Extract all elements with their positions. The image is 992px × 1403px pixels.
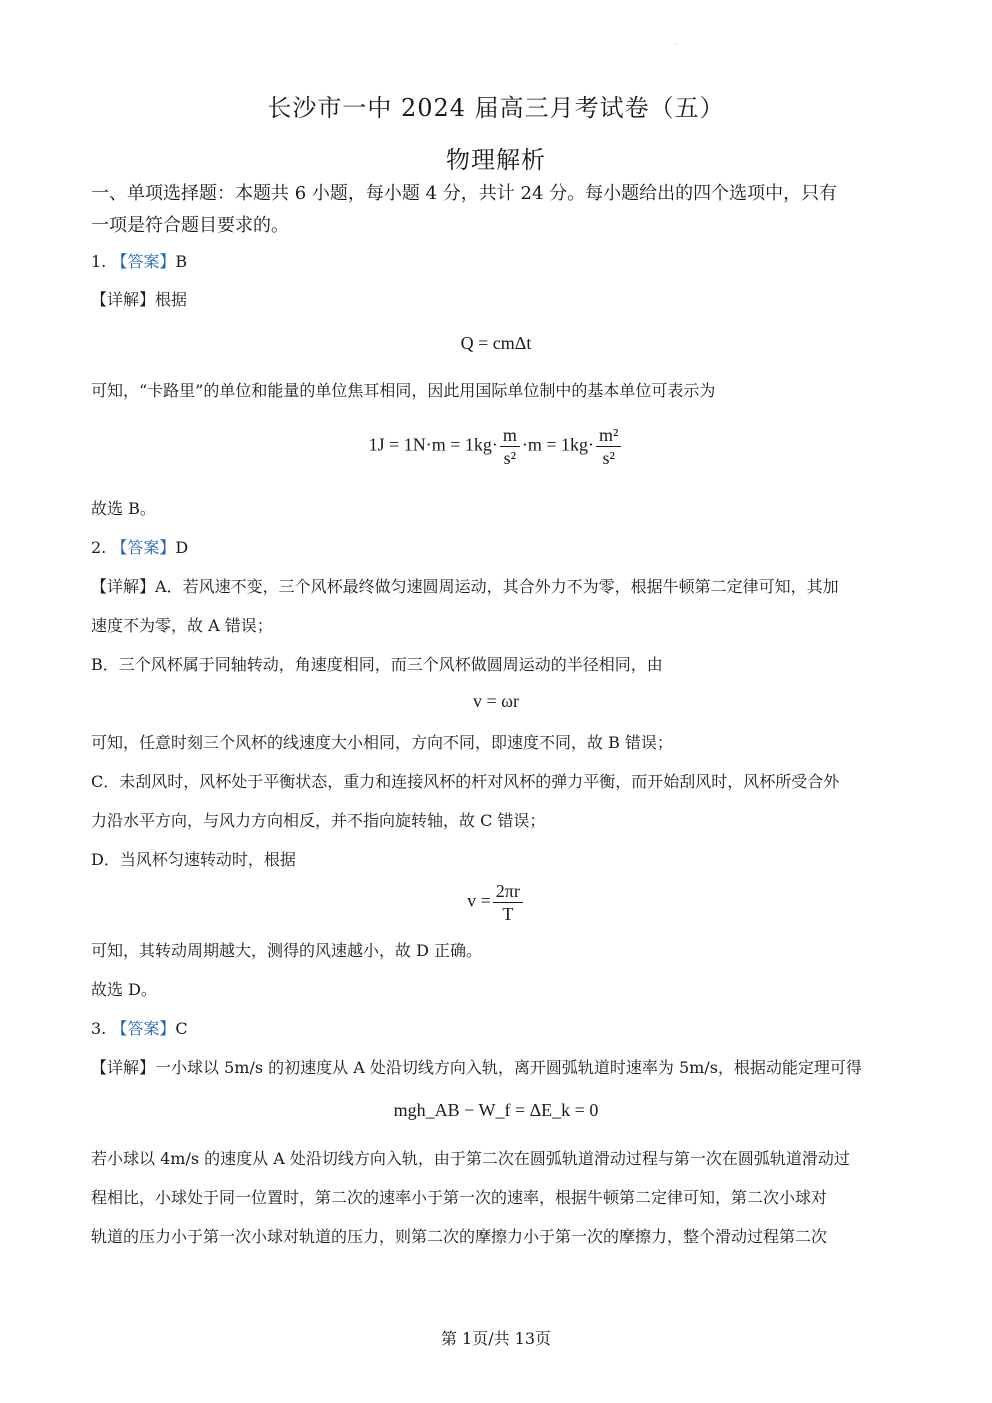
q1-eq2-f2-denominator: s² xyxy=(602,448,615,468)
q1-conclusion: 故选 B。 xyxy=(91,499,156,518)
q2-eq2-denominator: T xyxy=(502,904,514,924)
q2-option-b-line1: B．三个风杯属于同轴转动，角速度相同，而三个风杯做圆周运动的半径相同，由 xyxy=(91,655,663,674)
q1-equation-heat: Q = cmΔt xyxy=(460,333,532,353)
q2-option-a-line2: 速度不为零，故 A 错误； xyxy=(91,616,273,635)
q1-eq2-fraction-2 xyxy=(596,424,621,469)
q3-detail-tag: 【详解】 xyxy=(91,1058,156,1077)
q2-equation-period xyxy=(0,880,992,925)
q2-answer-line xyxy=(91,538,903,558)
q2-number: 2. xyxy=(91,538,107,557)
q3-answer-line xyxy=(91,1019,903,1039)
q3-number: 3. xyxy=(91,1019,107,1038)
q3-answer-tag: 【答案】 xyxy=(111,1019,176,1038)
q3-detail-text: 一小球以 5m/s 的初速度从 A 处沿切线方向入轨，离开圆弧轨道时速率为 5m/s，根据动能定理可得 xyxy=(155,1058,862,1077)
q1-number: 1. xyxy=(91,252,107,271)
q1-eq2-f2-numerator: m² xyxy=(596,424,621,447)
section-heading-line2: 一项是符合题目要求的。 xyxy=(91,215,289,236)
q1-answer: B xyxy=(175,252,188,271)
q2-eq2-fraction xyxy=(493,880,523,925)
q3-detail-line4: 轨道的压力小于第一次小球对轨道的压力，则第二次的摩擦力小于第一次的摩擦力，整个滑动过程第二次 xyxy=(91,1227,828,1246)
q3-answer: C xyxy=(175,1019,188,1038)
q2-eq2-numerator: 2πr xyxy=(493,880,523,903)
q1-eq2-f1-denominator: s² xyxy=(503,448,517,468)
q1-equation-units xyxy=(0,424,992,469)
q1-detail-tag: 【详解】 xyxy=(91,290,156,309)
q1-answer-line xyxy=(91,252,903,272)
q1-detail-line xyxy=(91,290,903,310)
q2-conclusion: 故选 D。 xyxy=(91,980,157,999)
q2-option-a-text: A．若风速不变，三个风杯最终做匀速圆周运动，其合外力不为零，根据牛顿第二定律可知，其加 xyxy=(155,577,839,596)
q2-option-c-line1: C．未刮风时，风杯处于平衡状态，重力和连接风杯的杆对风杯的弹力平衡，而开始刮风时，风杯所受合外 xyxy=(91,772,840,791)
q1-text1: 可知，“卡路里”的单位和能量的单位焦耳相同，因此用国际单位制中的基本单位可表示为 xyxy=(91,381,716,400)
document-title: 长沙市一中 2024 届高三月考试卷（五） xyxy=(267,94,725,122)
section-heading-line1: 一、单项选择题：本题共 6 小题，每小题 4 分，共计 24 分。每小题给出的四个选项中，只有 xyxy=(91,183,838,204)
scan-dot: . xyxy=(676,40,678,47)
document-subtitle: 物理解析 xyxy=(446,146,546,174)
q3-detail-line2: 若小球以 4m/s 的速度从 A 处沿切线方向入轨，由于第二次在圆弧轨道滑动过程与第一次在圆弧轨道滑动过 xyxy=(91,1149,850,1168)
q1-eq2-part-a: 1J = 1N·m = 1kg· xyxy=(368,434,498,455)
q1-eq2-f1-numerator: m xyxy=(500,424,520,447)
q2-option-a-line1 xyxy=(91,577,903,597)
q1-eq2-fraction-1 xyxy=(500,424,520,469)
q2-eq2-lhs: v = xyxy=(467,890,491,911)
q2-option-d-line2: 可知，其转动周期越大，测得的风速越小，故 D 正确。 xyxy=(91,941,483,960)
q3-equation-work-energy: mgh_AB − W_f = ΔE_k = 0 xyxy=(393,1100,599,1120)
q3-detail-line3: 程相比，小球处于同一位置时，第二次的速率小于第一次的速率，根据牛顿第二定律可知，第二次小球对 xyxy=(91,1188,828,1207)
q1-answer-tag: 【答案】 xyxy=(111,252,176,271)
q2-option-c-line2: 力沿水平方向，与风力方向相反，并不指向旋转轴，故 C 错误； xyxy=(91,811,546,830)
q3-detail-line1 xyxy=(91,1058,903,1078)
q1-detail-text: 根据 xyxy=(155,290,188,309)
q2-option-d-line1: D．当风杯匀速转动时，根据 xyxy=(91,850,296,869)
q2-answer-tag: 【答案】 xyxy=(111,538,176,557)
q2-detail-tag: 【详解】 xyxy=(91,577,156,596)
q2-equation-v-omega-r: v = ωr xyxy=(473,691,519,711)
q2-answer: D xyxy=(175,538,189,557)
page-footer: 第 1页/共 13页 xyxy=(440,1329,552,1348)
q1-eq2-part-b: ·m = 1kg· xyxy=(521,434,595,455)
q2-option-b-line2: 可知，任意时刻三个风杯的线速度大小相同，方向不同，即速度不同，故 B 错误； xyxy=(91,733,673,752)
